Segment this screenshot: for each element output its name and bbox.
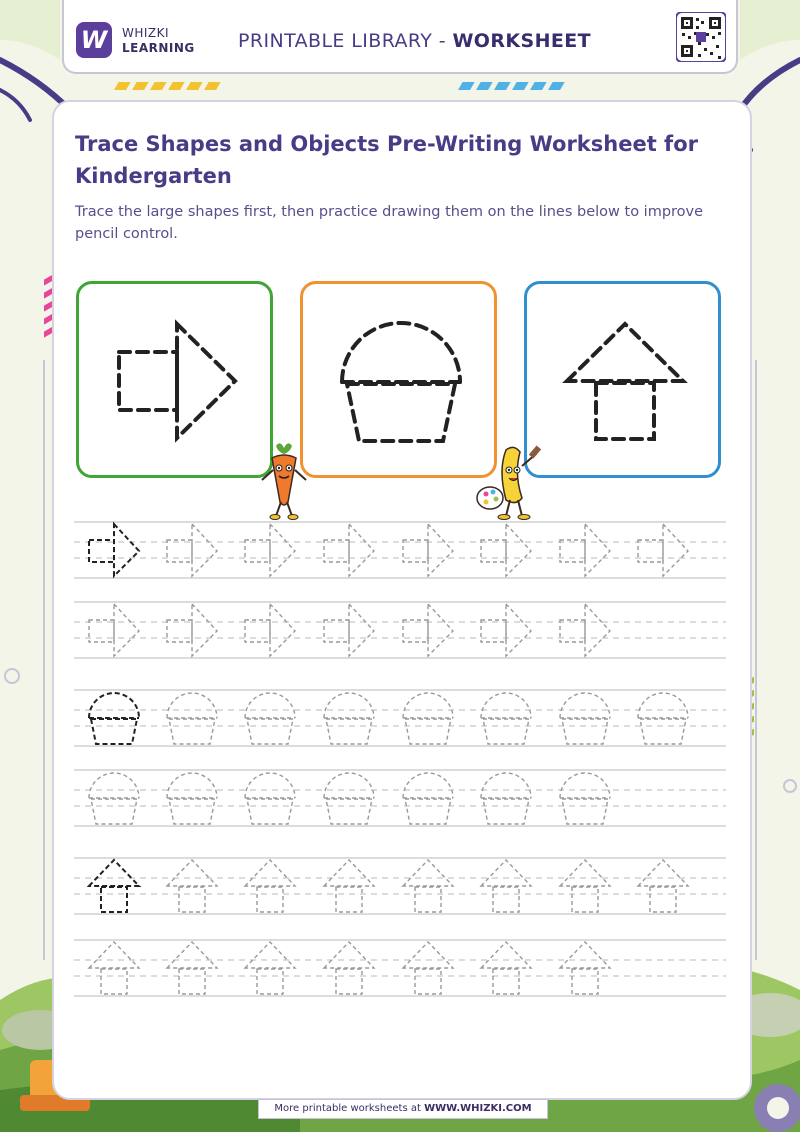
practice-arrow-shape — [403, 604, 453, 656]
practice-cupcake-shape — [324, 773, 374, 824]
practice-arrow-shape — [560, 524, 610, 576]
practice-house-shape — [560, 942, 610, 994]
practice-cupcake-shape — [403, 693, 453, 744]
footer-banner[interactable] — [258, 1099, 548, 1119]
header-title-prefix: PRINTABLE LIBRARY - — [238, 30, 453, 52]
practice-house-shape — [167, 942, 217, 994]
footer-url-link[interactable]: WWW.WHIZKI.COM — [424, 1103, 532, 1114]
practice-cupcake-shape — [89, 773, 139, 824]
header-title-suffix: WORKSHEET — [452, 30, 592, 52]
practice-arrow-shape — [481, 524, 531, 576]
practice-arrow-shape — [167, 604, 217, 656]
practice-arrow-shape — [245, 524, 295, 576]
worksheet-instructions: Trace the large shapes first, then practice drawing them on the lines below to improve pencil control. — [75, 204, 704, 242]
practice-cupcake-shape — [481, 773, 531, 824]
practice-arrow-shape — [403, 524, 453, 576]
practice-house-shape — [324, 942, 374, 994]
practice-arrow-shape — [245, 604, 295, 656]
practice-house-shape — [403, 942, 453, 994]
practice-arrow-shape — [167, 524, 217, 576]
practice-house-shape — [403, 860, 453, 912]
practice-cupcake-shape — [167, 773, 217, 824]
practice-cupcake-shape — [403, 773, 453, 824]
practice-cupcake-shape — [560, 693, 610, 744]
practice-arrow-shape — [89, 604, 139, 656]
practice-cupcake-shape — [245, 773, 295, 824]
practice-cupcake-shape — [167, 693, 217, 744]
practice-house-shape — [638, 860, 688, 912]
footer-text: More printable worksheets at — [274, 1103, 425, 1114]
practice-arrow-shape — [89, 524, 139, 576]
practice-house-shape — [89, 860, 139, 912]
practice-cupcake-shape — [324, 693, 374, 744]
practice-arrow-shape — [560, 604, 610, 656]
practice-cupcake-shape — [560, 773, 610, 824]
worksheet-title: Trace Shapes and Objects Pre-Writing Worksheet for Kindergarten — [75, 132, 698, 188]
practice-house-shape — [245, 942, 295, 994]
practice-arrow-shape — [481, 604, 531, 656]
practice-cupcake-shape — [245, 693, 295, 744]
practice-house-shape — [560, 860, 610, 912]
practice-house-shape — [245, 860, 295, 912]
practice-cupcake-shape — [638, 693, 688, 744]
practice-house-shape — [324, 860, 374, 912]
brand-logo: W — [76, 22, 112, 58]
practice-house-shape — [481, 860, 531, 912]
practice-house-shape — [167, 860, 217, 912]
practice-arrow-shape — [324, 524, 374, 576]
practice-cupcake-shape — [89, 693, 139, 744]
practice-arrow-shape — [638, 524, 688, 576]
practice-house-shape — [89, 942, 139, 994]
brand-name-line2: LEARNING — [122, 41, 195, 55]
practice-house-shape — [481, 942, 531, 994]
brand-name-line1: WHIZKI — [122, 26, 170, 40]
practice-cupcake-shape — [481, 693, 531, 744]
practice-arrow-shape — [324, 604, 374, 656]
